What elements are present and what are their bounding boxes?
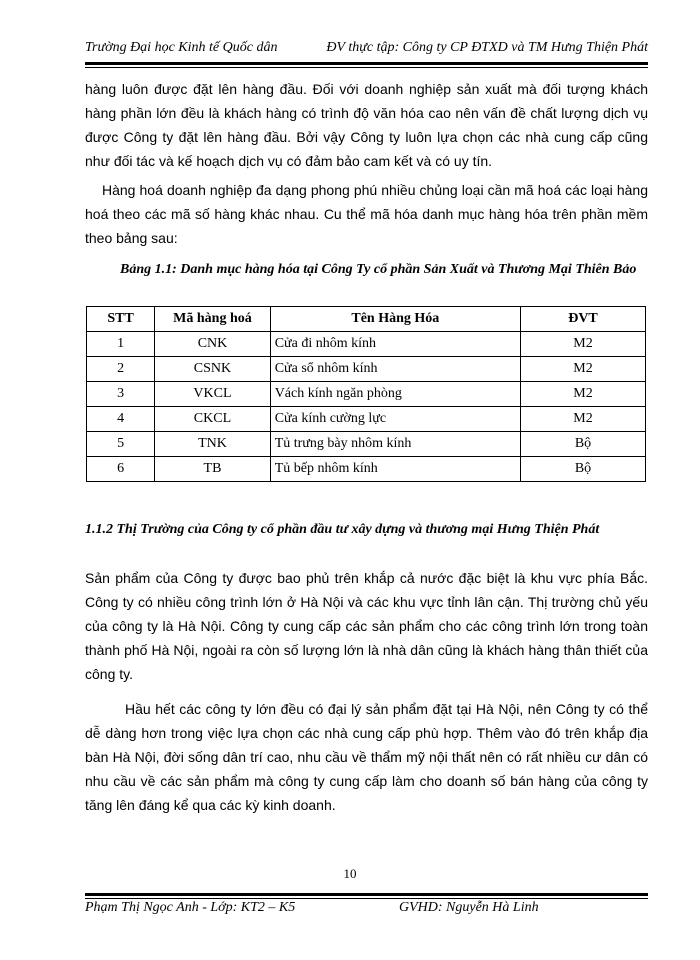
cell-name: Cửa đi nhôm kính: [270, 332, 520, 357]
header-divider-thin: [85, 67, 648, 68]
cell-stt: 2: [87, 357, 155, 382]
cell-unit: M2: [520, 332, 645, 357]
header-internship-unit: ĐV thực tập: Công ty CP ĐTXD và TM Hưng Thiện Phát: [326, 40, 648, 55]
footer-divider: [85, 893, 648, 896]
cell-unit: M2: [520, 382, 645, 407]
section-heading: 1.1.2 Thị Trường của Công ty cổ phần đầu tư xây dựng và thương mại Hưng Thiện Phát: [85, 522, 600, 537]
table-row: [87, 457, 646, 482]
cell-unit: M2: [520, 357, 645, 382]
cell-code: VKCL: [155, 382, 270, 407]
table-row: [87, 332, 646, 357]
header-code: Mã hàng hoá: [155, 307, 270, 332]
header-name: Tên Hàng Hóa: [270, 307, 520, 332]
table-row: [87, 382, 646, 407]
header-divider: [85, 62, 648, 65]
paragraph-goods-coding: Hàng hoá doanh nghiệp đa dạng phong phú nhiều chủng loại cần mã hoá các loại hàng hoá theo các mã số hàng khác nhau. Cu thể mã hóa danh mục hàng hóa trên phần mềm theo bảng sau:: [85, 182, 648, 246]
table-row: [87, 407, 646, 432]
paragraph-market-coverage: Sản phẩm của Công ty được bao phủ trên khắp cả nước đặc biệt là khu vực phía Bắc. Công ty có nhiều công trình lớn ở Hà Nội và các khu vực tỉnh lân cận. Thị trường chủ yếu của công ty là Hà Nội. Công ty cung cấp các sản phẩm cho các công trình lớn trong toàn thành phố Hà Nội, ngoài ra còn số lượng lớn là nhà dân cũng là khách hàng thân thiết của công ty.: [85, 570, 648, 682]
cell-name: Cửa sổ nhôm kính: [270, 357, 520, 382]
cell-code: CSNK: [155, 357, 270, 382]
footer-student: Phạm Thị Ngọc Anh - Lớp: KT2 – K5: [85, 900, 296, 915]
paragraph-agents: Hầu hết các công ty lớn đều có đại lý sản phẩm đặt tại Hà Nội, nên Công ty có thể dễ dàng hơn trong việc lựa chọn các nhà cung cấp phù hợp. Thêm vào đó trên khắp địa bàn Hà Nội, đời sống dân trí cao, nhu cầu về thẩm mỹ nội thất nên có rất nhiều cư dân có nhu cầu về các sản phẩm mà công ty cung cấp làm cho doanh số bán hàng của công ty tăng lên đáng kể qua các kỳ kinh doanh.: [85, 701, 648, 813]
cell-unit: Bộ: [520, 432, 645, 457]
cell-name: Tủ bếp nhôm kính: [270, 457, 520, 482]
cell-unit: Bộ: [520, 457, 645, 482]
page-header: [85, 40, 648, 60]
header-unit: ĐVT: [520, 307, 645, 332]
cell-code: TB: [155, 457, 270, 482]
page-footer: [85, 900, 648, 920]
cell-stt: 3: [87, 382, 155, 407]
footer-divider-thin: [85, 898, 648, 899]
cell-code: CNK: [155, 332, 270, 357]
cell-name: Cửa kính cường lực: [270, 407, 520, 432]
cell-stt: 5: [87, 432, 155, 457]
page-number: 10: [343, 866, 357, 881]
cell-code: TNK: [155, 432, 270, 457]
cell-name: Vách kính ngăn phòng: [270, 382, 520, 407]
cell-stt: 6: [87, 457, 155, 482]
table-caption: Bảng 1.1: Danh mục hàng hóa tại Công Ty cổ phần Sản Xuất và Thương Mại Thiên Bảo: [120, 262, 637, 277]
cell-unit: M2: [520, 407, 645, 432]
table-row: [87, 432, 646, 457]
paragraph-customer-quality: hàng luôn được đặt lên hàng đầu. Đối với doanh nghiệp sản xuất mà đối tượng khách hàng phần lớn đều là khách hàng có trình độ văn hóa cao nên vấn đề chất lượng dịch vụ được Công ty đặt lên hàng đầu. Bởi vậy Công ty luôn lựa chọn các nhà cung cấp cũng như đối tác và kế hoạch dịch vụ có đảm bảo cam kết và có uy tín.: [85, 81, 648, 169]
header-university: Trường Đại học Kinh tế Quốc dân: [85, 40, 278, 55]
table-row: [87, 357, 646, 382]
cell-code: CKCL: [155, 407, 270, 432]
cell-stt: 1: [87, 332, 155, 357]
goods-table: [86, 306, 646, 482]
footer-supervisor: GVHD: Nguyễn Hà Linh: [399, 900, 539, 915]
cell-stt: 4: [87, 407, 155, 432]
header-stt: STT: [87, 307, 155, 332]
cell-name: Tủ trưng bày nhôm kính: [270, 432, 520, 457]
table-header-row: [87, 307, 646, 332]
